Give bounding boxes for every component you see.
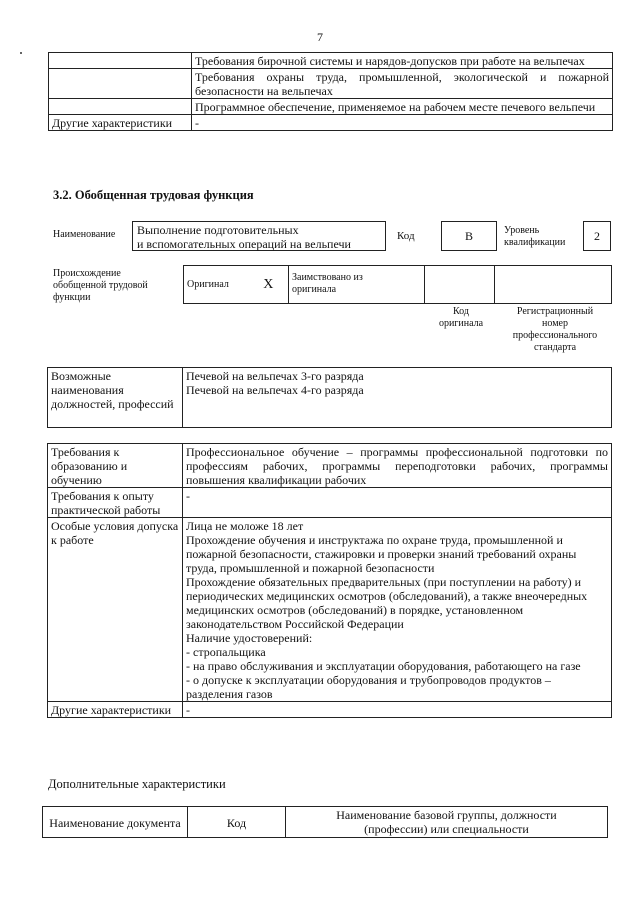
positions-values [183, 368, 612, 428]
top-table [48, 52, 613, 131]
origin-label-line: Происхождение [53, 268, 121, 279]
level-label-line: квалификации [504, 237, 566, 248]
table-cell-value: Программное обеспечение, применяемое на рабочем месте печевого вельпечи [192, 99, 613, 115]
level-value-box: 2 [583, 221, 611, 251]
additional-table [42, 806, 608, 838]
table-row [48, 702, 612, 718]
table-cell-label [49, 99, 192, 115]
table-row [184, 266, 612, 304]
caption-line: номер [542, 318, 568, 329]
table-row [48, 444, 612, 488]
borrowed-line: оригинала [292, 284, 337, 295]
original-mark: X [249, 266, 289, 304]
position-item: Печевой на вельпечах 4-го разряда [186, 383, 364, 397]
function-name-line: Выполнение подготовительных [137, 223, 299, 237]
scan-speck [20, 52, 22, 54]
table-row [49, 99, 613, 115]
other-label: Другие характеристики [48, 702, 183, 718]
header-document: Наименование документа [43, 807, 188, 838]
page-number: 7 [317, 30, 323, 44]
table-header-row [43, 807, 608, 838]
positions-label: Возможные наименования должностей, профессий [48, 368, 183, 428]
special-line: - на право обслуживания и эксплуатации оборудования, работающего на газе [186, 659, 581, 673]
position-item: Печевой на вельпечах 3-го разряда [186, 369, 364, 383]
special-line: Прохождение обязательных предварительных (при поступлении на работу) и периодических медицинских осмотров (обследований), а также внеочередных медицинских осмотров (обследований) в порядке, установленном законодательством Российской Федерации [186, 575, 588, 631]
special-line: Прохождение обучения и инструктажа по охране труда, промышленной и пожарной безопасности, стажировки и проверки знаний требований охраны труда, промышленной и пожарной безопасности [186, 533, 577, 575]
table-row [49, 115, 613, 131]
borrowed-cell [289, 266, 425, 304]
level-label-line: Уровень [504, 225, 540, 236]
table-cell-value: Требования бирочной системы и нарядов-допусков при работе на вельпечах [192, 53, 613, 69]
origin-label [53, 268, 148, 304]
special-line: - стропальщика [186, 645, 266, 659]
caption-line: оригинала [438, 318, 484, 329]
table-cell-label [49, 53, 192, 69]
table-row [49, 69, 613, 99]
special-line: Наличие удостоверений: [186, 631, 313, 645]
experience-value: - [183, 488, 612, 518]
borrowed-line: Заимствовано из [292, 272, 363, 283]
function-name-box [132, 221, 386, 251]
table-row [48, 488, 612, 518]
code-original-cell [425, 266, 495, 304]
origin-label-line: обобщенной трудовой [53, 280, 148, 291]
caption-line: Код [453, 306, 469, 317]
table-cell-label: Другие характеристики [49, 115, 192, 131]
table-cell-value: Требования охраны труда, промышленной, экологической и пожарной безопасности на вельпечах [192, 69, 613, 99]
caption-line: стандарта [533, 342, 577, 353]
reg-number-caption [498, 306, 612, 354]
code-original-caption [424, 306, 498, 330]
origin-table [183, 265, 612, 304]
name-label: Наименование [53, 229, 116, 240]
code-label: Код [397, 230, 415, 242]
special-line: Лица не моложе 18 лет [186, 519, 304, 533]
section-title: 3.2. Обобщенная трудовая функция [53, 188, 254, 202]
experience-label: Требования к опыту практической работы [48, 488, 183, 518]
special-label: Особые условия допуска к работе [48, 518, 183, 702]
table-row [48, 368, 612, 428]
table-row [49, 53, 613, 69]
level-label [504, 225, 565, 249]
education-value: Профессиональное обучение – программы профессиональной подготовки по профессиям рабочих, программы переподготовки рабочих, программы повышения квалификации рабочих [183, 444, 612, 488]
original-label: Оригинал [184, 266, 249, 304]
code-value-box: В [441, 221, 497, 251]
function-name-line: и вспомогательных операций на вельпечи [137, 237, 351, 251]
table-cell-value: - [192, 115, 613, 131]
caption-line: профессионального [512, 330, 598, 341]
header-group: Наименование базовой группы, должности (профессии) или специальности [286, 807, 608, 838]
requirements-table [47, 443, 612, 718]
additional-title: Дополнительные характеристики [48, 777, 226, 791]
education-label: Требования к образованию и обучению [48, 444, 183, 488]
positions-table [47, 367, 612, 428]
table-cell-label [49, 69, 192, 99]
other-value: - [183, 702, 612, 718]
special-line: - о допуске к эксплуатации оборудования и трубопроводов продуктов – разделения газов [186, 673, 551, 701]
origin-label-line: функции [53, 292, 91, 303]
table-row [48, 518, 612, 702]
special-values [183, 518, 612, 702]
reg-number-cell [495, 266, 612, 304]
header-code: Код [188, 807, 286, 838]
caption-line: Регистрационный [516, 306, 594, 317]
